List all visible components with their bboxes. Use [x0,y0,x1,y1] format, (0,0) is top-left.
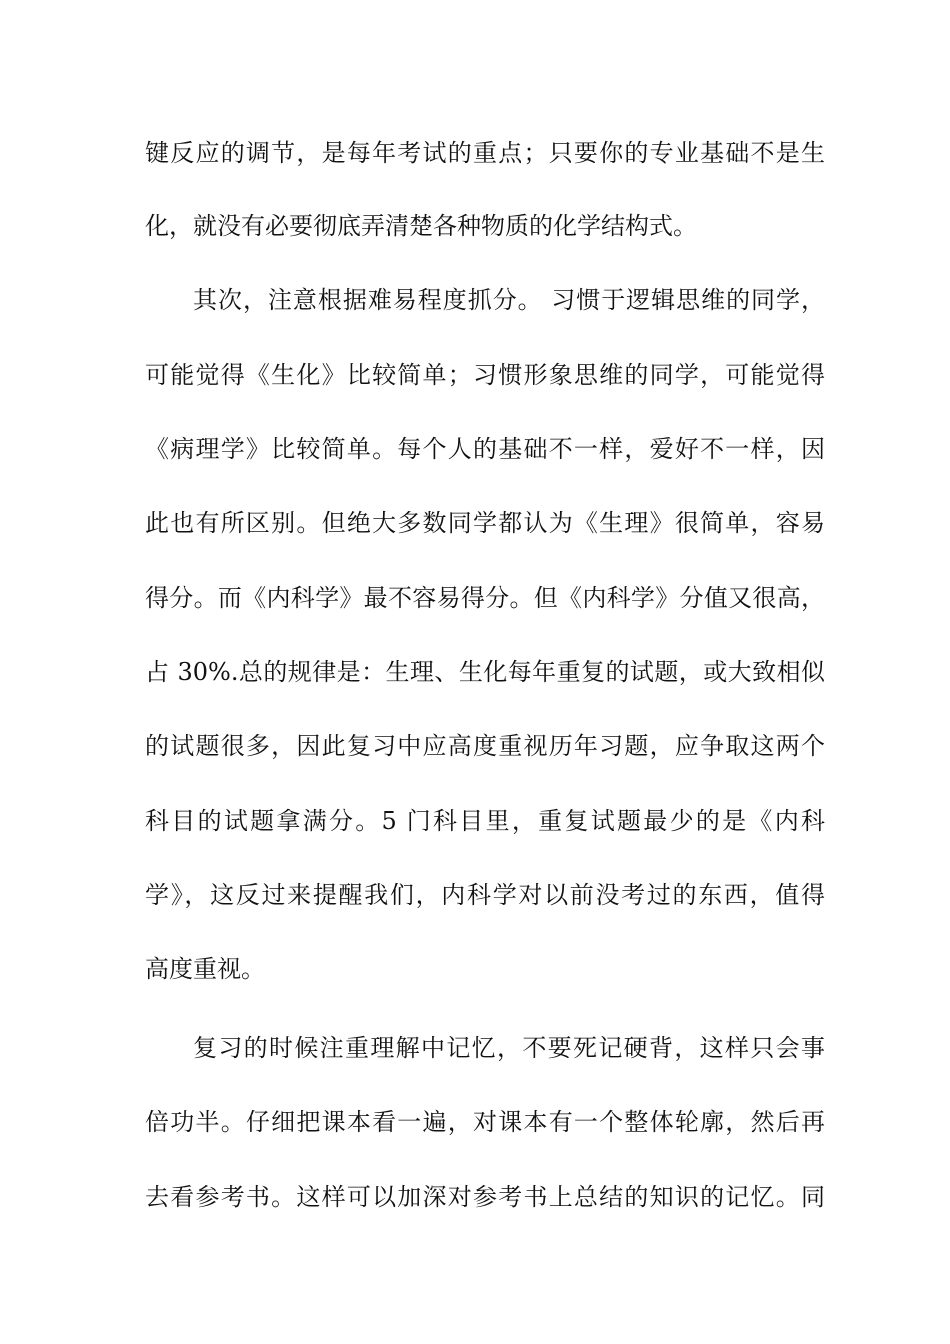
paragraph-line: 《病理学》比较简单。每个人的基础不一样，爱好不一样，因 [145,435,825,463]
paragraph-line: 学》，这反过来提醒我们，内科学对以前没考过的东西，值得 [145,881,825,909]
paragraph-line: 的试题很多，因此复习中应高度重视历年习题，应争取这两个 [145,732,825,760]
paragraph-line: 科目的试题拿满分。5 门科目里，重复试题最少的是《内科 [145,807,825,835]
paragraph-line: 去看参考书。这样可以加深对参考书上总结的知识的记忆。同 [145,1183,825,1211]
paragraph-line: 可能觉得《生化》比较简单；习惯形象思维的同学，可能觉得 [145,361,825,389]
paragraph-line: 化，就没有必要彻底弄清楚各种物质的化学结构式。 [145,212,697,240]
paragraph-line: 得分。而《内科学》最不容易得分。但《内科学》分值又很高， [145,584,825,612]
paragraph-line: 占 30%.总的规律是：生理、生化每年重复的试题，或大致相似 [145,658,825,686]
paragraph-line: 倍功半。仔细把课本看一遍，对课本有一个整体轮廓，然后再 [145,1108,825,1136]
paragraph-line: 复习的时候注重理解中记忆，不要死记硬背，这样只会事 [193,1034,825,1062]
paragraph-line: 高度重视。 [145,955,265,983]
paragraph-line: 键反应的调节，是每年考试的重点；只要你的专业基础不是生 [145,139,825,167]
paragraph-line: 其次，注意根据难易程度抓分。 习惯于逻辑思维的同学， [193,286,825,314]
paragraph-line: 此也有所区别。但绝大多数同学都认为《生理》很简单，容易 [145,509,825,537]
